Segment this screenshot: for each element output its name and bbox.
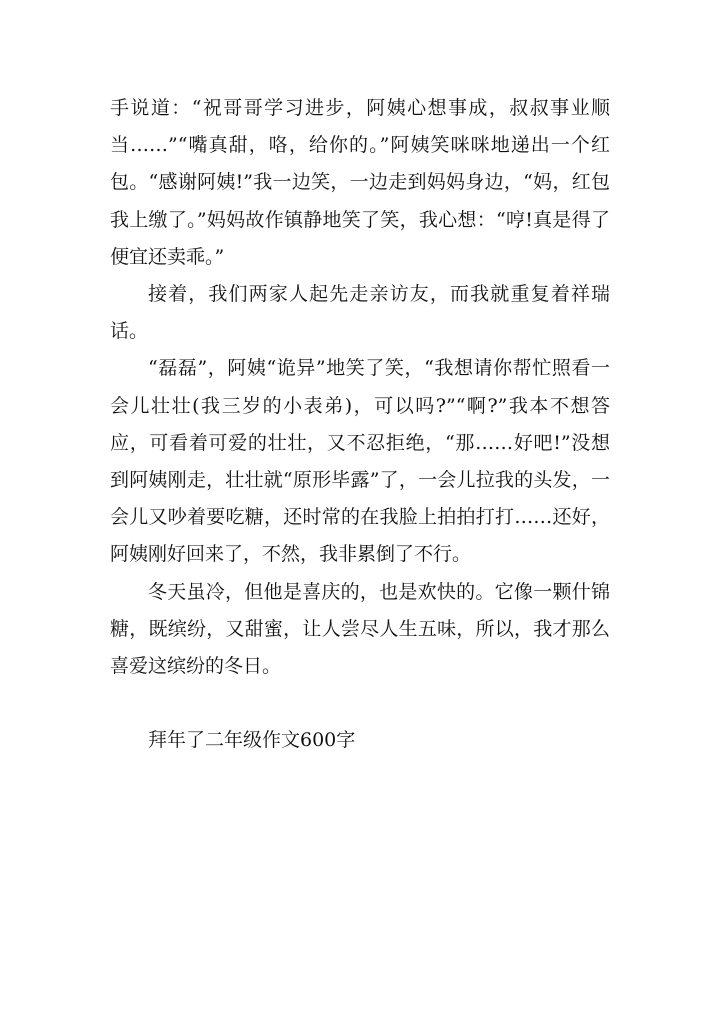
paragraph-3: “磊磊”，阿姨“诡异”地笑了笑，“我想请你帮忙照看一会儿壮壮(我三岁的小表弟)，可以吗?”“啊?”我本不想答应，可看着可爱的壮壮，又不忍拒绝，“那……好吧!”没想到阿姨刚走，壮壮就“原形毕露”了，一会儿拉我的头发，一会儿又吵着要吃糖，还时常的在我脸上拍拍打打……还好，阿姨刚好回来了，不然，我非累倒了不行。 [110,357,610,566]
paragraph-4: 冬天虽冷，但他是喜庆的，也是欢快的。它像一颗什锦糖，既缤纷，又甜蜜，让人尝尽人生五味，所以，我才那么喜爱这缤纷的冬日。 [110,580,610,678]
paragraph-gap [110,685,610,722]
document-body [110,90,610,759]
paragraph-2: 接着，我们两家人起先走亲访友，而我就重复着祥瑞话。 [110,283,610,343]
paragraph-1: 手说道：“祝哥哥学习进步，阿姨心想事成，叔叔事业顺当……”“嘴真甜，咯，给你的。”阿姨笑咪咪地递出一个红包。“感谢阿姨!”我一边笑，一边走到妈妈身边，“妈，红包我上缴了。”妈妈故作镇静地笑了笑，我心想：“哼!真是得了便宜还卖乖。” [110,97,610,268]
next-article-title: 拜年了二年级作文600字 [148,729,356,752]
